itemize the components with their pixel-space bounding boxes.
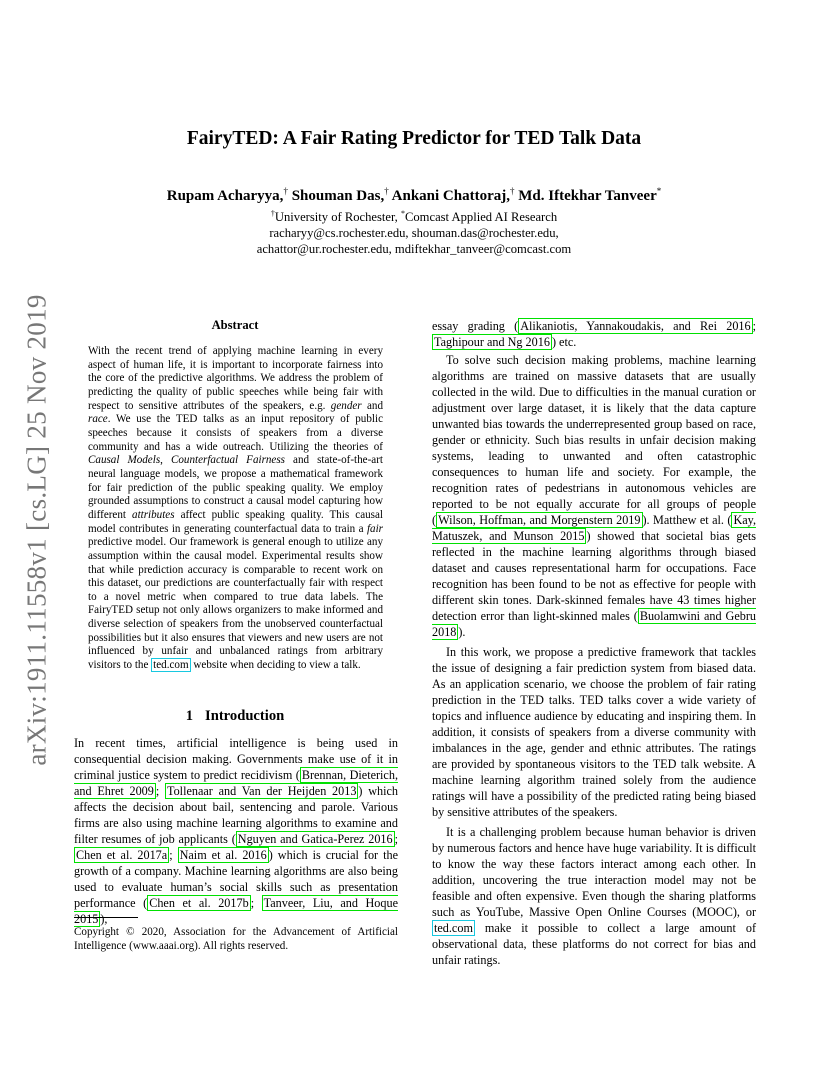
footnote-text: 2020, Association for the Advancement of Artificial Intelligence (www.aaai.org). All rights reserved.	[74, 926, 398, 952]
abstract-text: and	[361, 399, 383, 412]
author-name: Rupam Acharyya,	[166, 188, 284, 204]
abstract-text: affect public speaking quality. This causal model contributes in generating counterfactual data to train a	[88, 508, 383, 535]
body-text: ) showed that societal bias gets reflected in the machine learning algorithms through biased dataset and causes representational harm for occupations. Face recognition has been found to be not as effective for people with different skin tones. Dark-skinned females have 43 times higher detection error than light-skinned males (	[432, 529, 756, 623]
author-list	[0, 186, 828, 205]
body-paragraph	[432, 318, 756, 350]
arxiv-identifier-text: arXiv:1911.11558v1 [cs.LG] 25 Nov 2019	[21, 294, 52, 766]
section-heading-introduction	[74, 708, 396, 725]
body-paragraph	[432, 824, 756, 968]
footnote-text: Copyright	[74, 926, 127, 938]
body-text: ;	[250, 896, 262, 910]
citation-link[interactable]: Wilson, Hoffman, and Morgenstern 2019	[438, 513, 641, 527]
body-text: ;	[752, 319, 757, 333]
copyright-symbol: ©	[126, 926, 135, 938]
copyright-footnote	[74, 925, 398, 953]
abstract-text: website when deciding to view a talk.	[190, 659, 361, 672]
abstract-body	[88, 345, 383, 673]
body-text: ).	[458, 625, 466, 639]
abstract-text: predictive model. Our framework is general enough to utilize any assumption within the causal model. Experimental results show that while prediction accuracy is comparable to recent work on this dataset, our predictions are counterfactually fair with respect to a novel metric when compared to true data labels. The FairyTED setup not only allows organizers to make informed and diverse selection of speakers from the unobserved counterfactual possibilities but it also ensures that viewers and new users are not influenced by unfair and unbalanced ratings from arbitrary visitors to the	[88, 536, 383, 672]
body-text: It is a challenging problem because human behavior is driven by numerous factors and hence have huge variability. It is difficult to know the way these factors interact among each other. In addition, uncovering the true interaction model may not be feasible and often expensive. Even though the sharing platforms such as YouTube, Massive Open Online Courses (MOOC), or	[432, 825, 756, 919]
affiliation-comcast: Comcast Applied AI Research	[404, 210, 558, 225]
body-text: essay grading (	[432, 319, 519, 333]
abstract-emphasis: Counterfactual Fairness	[170, 454, 285, 467]
citation-link[interactable]: Brennan, Dieterich, and Ehret 2009	[74, 768, 398, 798]
body-text: ) which affects the decision about bail, sentencing and parole. Various firms are also using machine learning algorithms to examine and filter resumes of job applicants (	[74, 784, 399, 846]
footnote-rule	[74, 917, 138, 918]
body-text: To solve such decision making problems, machine learning algorithms are trained on massive datasets that are usually collected in the wild. Due to difficulties in the manual curation or adjustment over large dataset, it is likely that the data capture unwanted bias towards the underrepresented group based on race, gender or ethnicity. Such bias results in unfair decision making systems, leading to unwanted and often catastrophic consequences to human life and society. For example, the recognition rates of pedestrians in autonomous vehicles are reported to be not equally accurate for all groups of people (	[432, 353, 756, 527]
abstract-emphasis: gender	[330, 399, 362, 412]
affiliation-mark: †	[384, 186, 389, 196]
citation-link[interactable]: Alikaniotis, Yannakoudakis, and Rei 2016	[520, 319, 751, 333]
abstract-text: and state-of-the-art neural language models, we propose a mathematical framework for fair prediction of the public speaking quality. We employ grounded assumptions to construct a causal model capturing how different	[88, 454, 383, 521]
body-text: make it possible to collect a large amount of observational data, these platforms do not correct for bias and unfair ratings.	[432, 921, 756, 967]
author-name: Shouman Das,	[287, 188, 385, 204]
body-text: ;	[169, 848, 178, 862]
citation-link[interactable]: Taghipour and Ng 2016	[434, 335, 550, 349]
body-paragraph	[432, 352, 756, 640]
affiliation-mark: *	[400, 209, 405, 218]
author-name: Ankani Chattoraj,	[388, 188, 511, 204]
body-text: ) which is crucial for the growth of a company. Machine learning algorithms are also being used to evaluate human’s social skills such as presentation performance (	[74, 848, 398, 910]
body-text: ),	[100, 912, 108, 926]
citation-link[interactable]: Tollenaar and Van der Heijden 2013	[167, 784, 357, 798]
affiliation-rochester: University of Rochester,	[274, 210, 401, 225]
abstract-paragraph	[88, 345, 383, 673]
email-line: achattor@ur.rochester.edu, mdiftekhar_tanveer@comcast.com	[256, 242, 572, 257]
body-text: ;	[394, 832, 399, 846]
right-column-body	[432, 318, 756, 968]
body-text: ) etc.	[551, 335, 577, 349]
body-text: ). Matthew et al. (	[642, 513, 732, 527]
affiliation-line	[0, 206, 828, 225]
abstract-text: With the recent trend of applying machine learning in every aspect of human life, it is important to incorporate fairness into the core of the predictive algorithms. We address the problem of predicting the quality of public speeches while being fair with respect to sensitive attributes of the speakers, e.g.	[88, 345, 383, 412]
body-text: ;	[155, 784, 165, 798]
citation-link[interactable]: Buolamwini and Gebru 2018	[432, 609, 756, 639]
section-title: Introduction	[205, 708, 285, 724]
url-link[interactable]: ted.com	[153, 659, 189, 672]
citation-link[interactable]: Chen et al. 2017b	[149, 896, 249, 910]
email-line: racharyy@cs.rochester.edu, shouman.das@rochester.edu,	[269, 226, 559, 241]
abstract-emphasis: attributes	[132, 508, 175, 521]
citation-link[interactable]: Naim et al. 2016	[179, 848, 267, 862]
affiliation-mark: †	[283, 186, 288, 196]
citation-link[interactable]: Kay, Matuszek, and Munson 2015	[432, 513, 756, 543]
arxiv-identifier	[22, 290, 52, 770]
abstract-emphasis: fair	[366, 522, 383, 535]
citation-link[interactable]: Nguyen and Gatica-Perez 2016	[237, 832, 393, 846]
body-paragraph	[74, 735, 398, 927]
citation-link[interactable]: Tanveer, Liu, and Hoque 2015	[74, 896, 398, 926]
url-link[interactable]: ted.com	[434, 921, 473, 935]
section-number: 1	[185, 708, 194, 724]
abstract-heading: Abstract	[211, 318, 259, 332]
abstract-emphasis: race	[88, 413, 108, 426]
body-paragraph: In this work, we propose a predictive framework that tackles the issue of designing a fair prediction system from biased data. As an application scenario, we choose the problem of fair rating prediction in the TED talks. TED talks cover a wide variety of topics and influence audience by educating and inspiring them. In addition, it consists of speakers from a diverse community with imbalances in the age, gender and ethnic attributes. The ratings are provided by spontaneous visitors to the TED talk website. A machine learning algorithm trained solely from the audience ratings will have a possibility of the predicted rating being biased by sensitive attributes of the speakers.	[432, 645, 756, 819]
citation-link[interactable]: Chen et al. 2017a	[76, 848, 168, 862]
paper-title: FairyTED: A Fair Rating Predictor for TED Talk Data	[186, 128, 642, 149]
affiliation-mark: †	[270, 209, 275, 218]
abstract-text: . We use the TED talks as an input repository of public speeches because it consists of speakers from a diverse community and has a wide outreach. Utilizing the theories of	[88, 413, 383, 453]
abstract-emphasis: Causal Models	[88, 454, 161, 467]
author-name: Md. Iftekhar Tanveer	[514, 188, 657, 204]
affiliations	[0, 206, 828, 257]
abstract-text: ,	[160, 454, 171, 467]
left-column-body	[74, 735, 398, 927]
affiliation-mark: *	[656, 186, 662, 196]
affiliation-mark: †	[510, 186, 515, 196]
body-text: In recent times, artificial intelligence is being used in consequential decision making. Governments make use of it in criminal justice system to predict recidivism (	[74, 736, 398, 782]
